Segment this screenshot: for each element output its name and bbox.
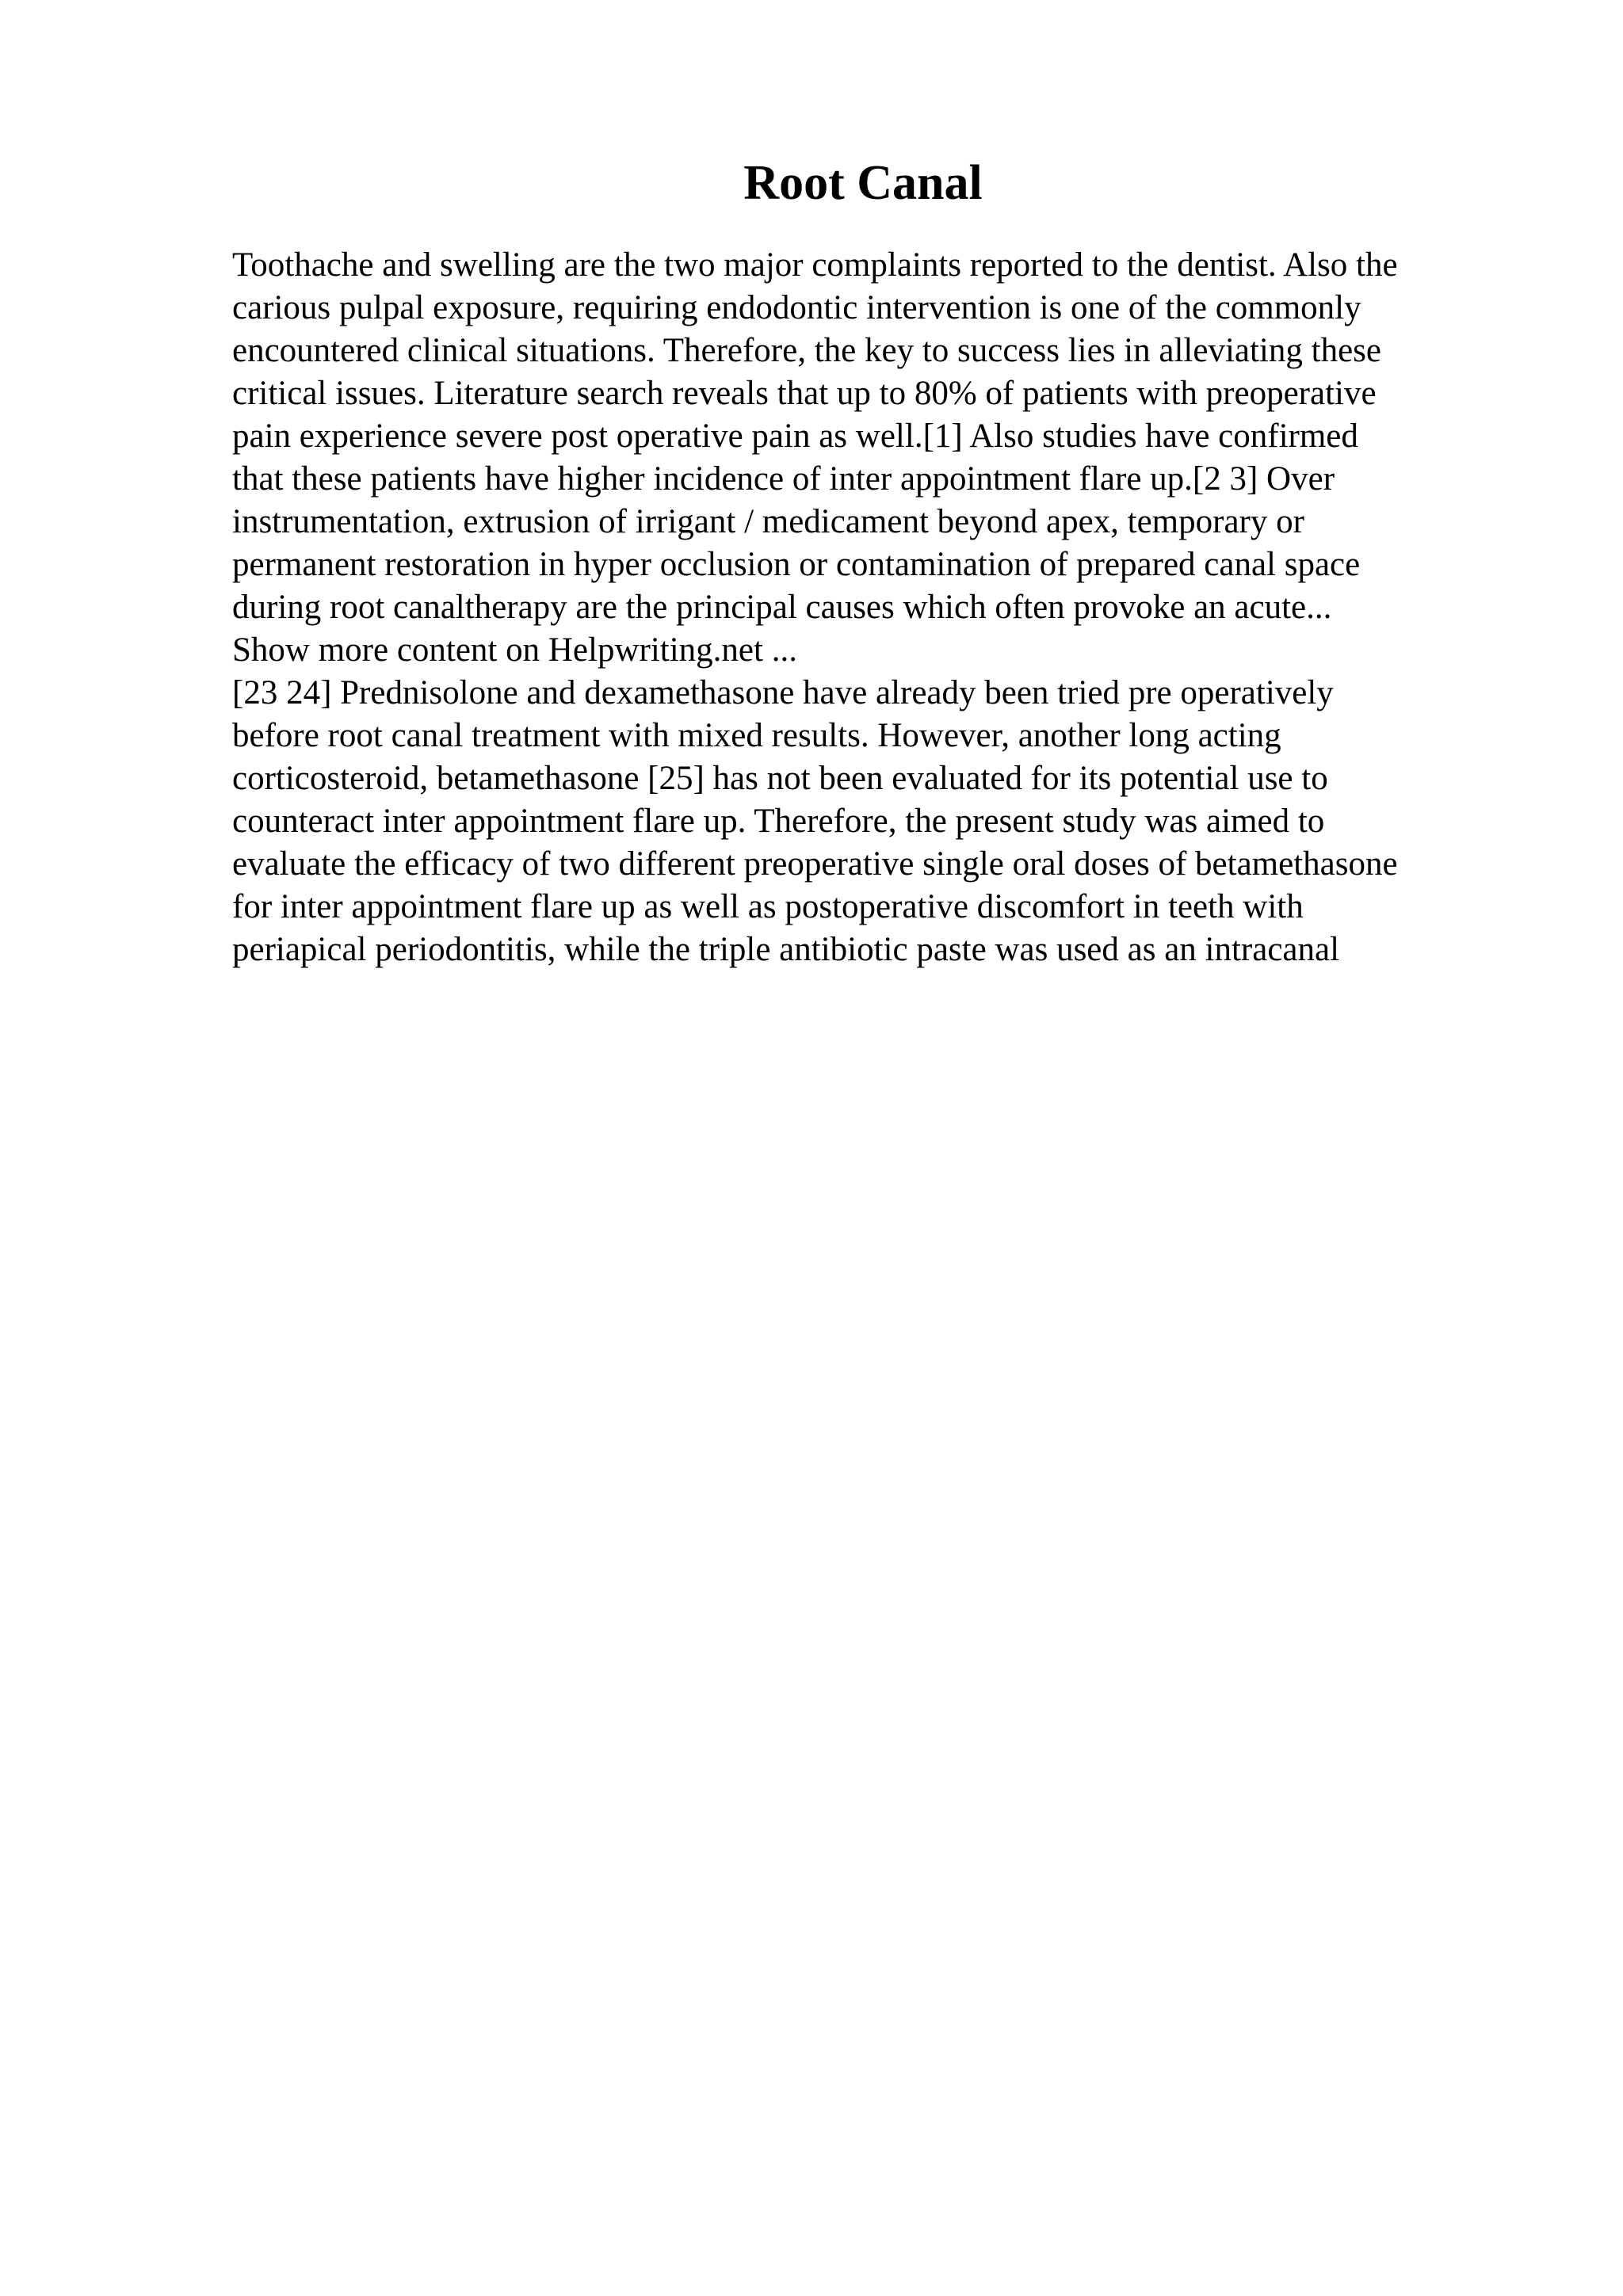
body-line: counteract inter appointment flare up. Therefore, the present study was aimed to	[232, 803, 1325, 840]
body-line: before root canal treatment with mixed results. However, another long acting	[232, 717, 1281, 754]
body-line: corticosteroid, betamethasone [25] has not been evaluated for its potential use to	[232, 760, 1328, 797]
document-title: Root Canal	[743, 156, 983, 210]
document-body	[232, 244, 1595, 971]
body-line: periapical periodontitis, while the triple antibiotic paste was used as an intracanal	[232, 931, 1340, 968]
body-line: encountered clinical situations. Therefore, the key to success lies in alleviating these	[232, 332, 1381, 369]
body-line: that these patients have higher incidence of inter appointment flare up.[2 3] Over	[232, 460, 1335, 498]
body-line: evaluate the efficacy of two different preoperative single oral doses of betamethasone	[232, 845, 1398, 883]
body-line: critical issues. Literature search reveals that up to 80% of patients with preoperative	[232, 375, 1377, 412]
body-line: instrumentation, extrusion of irrigant / medicament beyond apex, temporary or	[232, 503, 1304, 540]
body-line: during root canaltherapy are the principal causes which often provoke an acute...	[232, 589, 1332, 626]
body-line: pain experience severe post operative pain as well.[1] Also studies have confirmed	[232, 418, 1358, 455]
body-line: [23 24] Prednisolone and dexamethasone have already been tried pre operatively	[232, 674, 1334, 711]
show-more-line: Show more content on Helpwriting.net ...	[232, 631, 797, 669]
body-line: Toothache and swelling are the two major complaints reported to the dentist. Also the	[232, 246, 1398, 284]
body-line: carious pulpal exposure, requiring endodontic intervention is one of the commonly	[232, 289, 1361, 326]
body-line: permanent restoration in hyper occlusion or contamination of prepared canal space	[232, 546, 1361, 583]
body-line: for inter appointment flare up as well as postoperative discomfort in teeth with	[232, 888, 1304, 925]
